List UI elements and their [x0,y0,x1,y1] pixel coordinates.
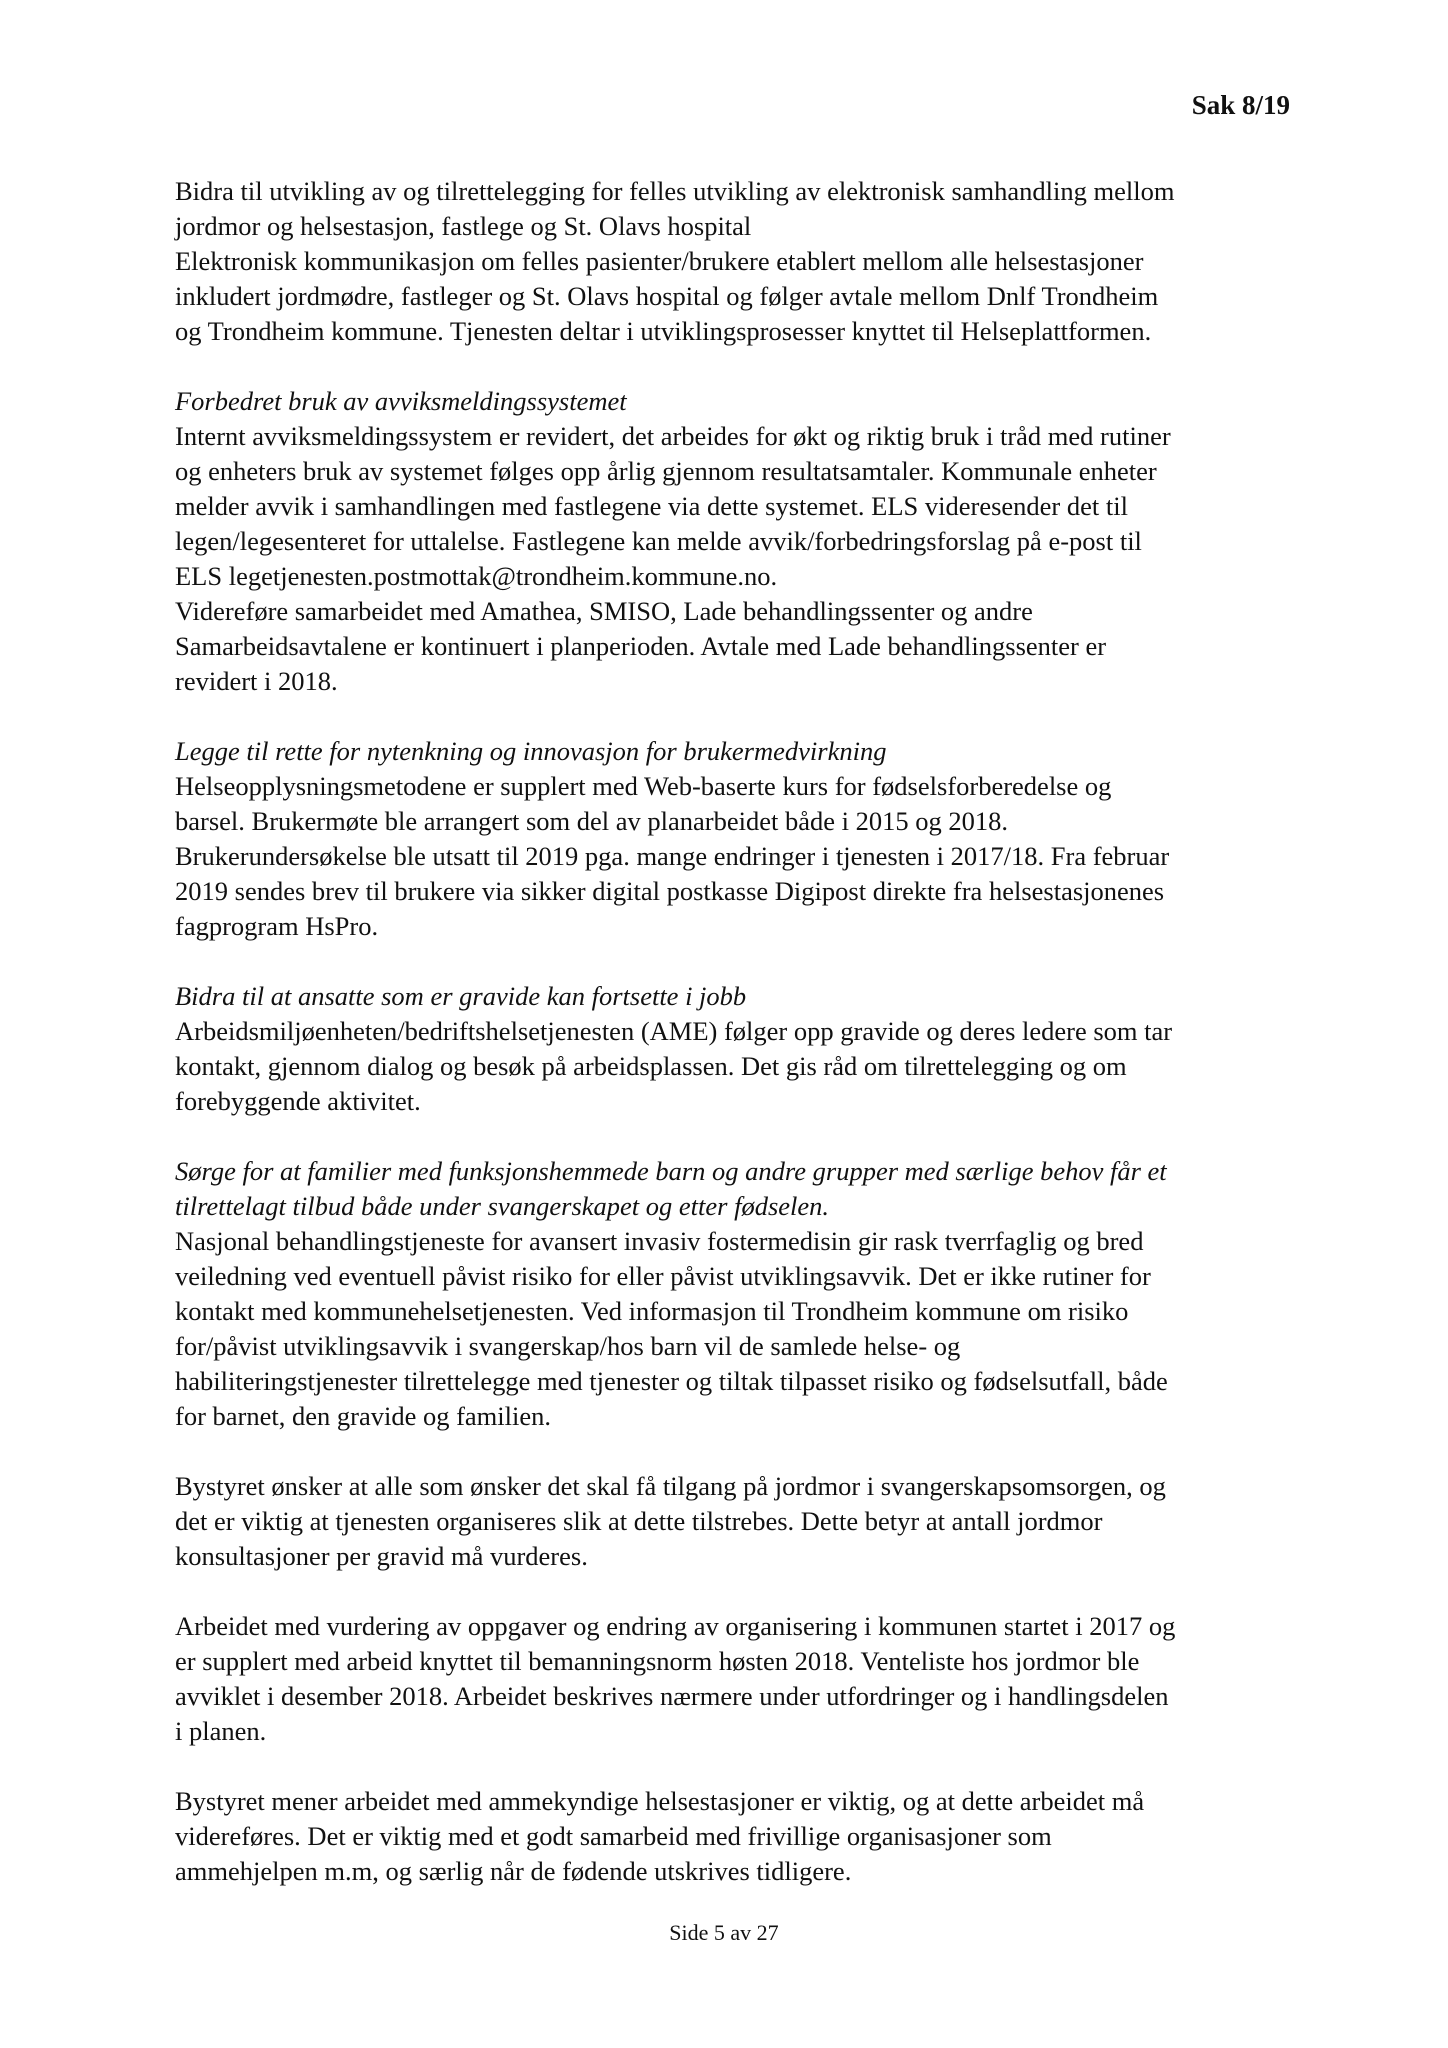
text-line: Helseopplysningsmetodene er supplert med Web-baserte kurs for fødselsforberedelse og [175,771,1112,801]
section-heading: Sørge for at familier med funksjonshemmede barn og andre grupper med særlige behov får et [175,1156,1167,1186]
text-line: legen/legesenteret for uttalelse. Fastlegene kan melde avvik/forbedringsforslag på e-post til [175,526,1142,556]
text-line: Bidra til utvikling av og tilrettelegging for felles utvikling av elektronisk samhandling mellom [175,176,1175,206]
text-line: ammehjelpen m.m, og særlig når de fødende utskrives tidligere. [175,1856,852,1886]
section-pregnant-employees [175,979,1290,1119]
text-line: er supplert med arbeid knyttet til bemanningsnorm høsten 2018. Venteliste hos jordmor ble [175,1646,1140,1676]
case-reference: Sak 8/19 [1191,90,1290,120]
text-line: det er viktig at tjenesten organiseres slik at dette tilstrebes. Dette betyr at antall jordmor [175,1506,1103,1536]
section-user-involvement [175,734,1290,944]
text-line: veiledning ved eventuell påvist risiko for eller påvist utviklingsavvik. Det er ikke rutiner for [175,1261,1151,1291]
text-line: fagprogram HsPro. [175,911,379,941]
text-line: Videreføre samarbeidet med Amathea, SMISO, Lade behandlingssenter og andre [175,596,1033,626]
text-line: melder avvik i samhandlingen med fastlegene via dette systemet. ELS videresender det til [175,491,1128,521]
document-body [175,174,1290,1924]
text-line: for/påvist utviklingsavvik i svangerskap/hos barn vil de samlede helse- og [175,1331,961,1361]
text-line: revidert i 2018. [175,666,338,696]
text-line: og Trondheim kommune. Tjenesten deltar i utviklingsprosesser knyttet til Helseplattformen. [175,316,1152,346]
text-line: kontakt med kommunehelsetjenesten. Ved informasjon til Trondheim kommune om risiko [175,1296,1129,1326]
section-midwife-access [175,1469,1290,1574]
section-families-special-needs [175,1154,1290,1434]
section-heading: Bidra til at ansatte som er gravide kan fortsette i jobb [175,981,747,1011]
text-line: Arbeidet med vurdering av oppgaver og endring av organisering i kommunen startet i 2017 og [175,1611,1176,1641]
text-line: Bystyret mener arbeidet med ammekyndige helsestasjoner er viktig, og at dette arbeidet må [175,1786,1145,1816]
text-line: Brukerundersøkelse ble utsatt til 2019 pga. mange endringer i tjenesten i 2017/18. Fra februar [175,841,1170,871]
text-line: Bystyret ønsker at alle som ønsker det skal få tilgang på jordmor i svangerskapsomsorgen, og [175,1471,1166,1501]
text-line: Nasjonal behandlingstjeneste for avansert invasiv fostermedisin gir rask tverrfaglig og bred [175,1226,1144,1256]
section-heading: tilrettelagt tilbud både under svangerskapet og etter fødselen. [175,1191,830,1221]
text-line: og enheters bruk av systemet følges opp årlig gjennom resultatsamtaler. Kommunale enheter [175,456,1157,486]
section-organisation-work [175,1609,1290,1749]
text-line: jordmor og helsestasjon, fastlege og St. Olavs hospital [175,211,752,241]
section-breastfeeding [175,1784,1290,1889]
text-line: Internt avviksmeldingssystem er revidert, det arbeides for økt og riktig bruk i tråd med rutiner [175,421,1171,451]
section-heading: Legge til rette for nytenkning og innovasjon for brukermedvirkning [175,736,887,766]
text-line: Elektronisk kommunikasjon om felles pasienter/brukere etablert mellom alle helsestasjoner [175,246,1144,276]
section-heading: Forbedret bruk av avviksmeldingssystemet [175,386,627,416]
text-line: forebyggende aktivitet. [175,1086,421,1116]
text-line: ELS legetjenesten.postmottak@trondheim.kommune.no. [175,561,778,591]
text-line: inkludert jordmødre, fastleger og St. Olavs hospital og følger avtale mellom Dnlf Trondheim [175,281,1159,311]
section-deviation-reporting [175,384,1290,699]
text-line: Samarbeidsavtalene er kontinuert i planperioden. Avtale med Lade behandlingssenter er [175,631,1107,661]
text-line: avviklet i desember 2018. Arbeidet beskrives nærmere under utfordringer og i handlingsdelen [175,1681,1169,1711]
text-line: for barnet, den gravide og familien. [175,1401,552,1431]
text-line: habiliteringstjenester tilrettelegge med tjenester og tiltak tilpasset risiko og fødselsutfall, både [175,1366,1168,1396]
text-line: kontakt, gjennom dialog og besøk på arbeidsplassen. Det gis råd om tilrettelegging og om [175,1051,1127,1081]
section-electronic-collaboration [175,174,1290,349]
page-number: Side 5 av 27 [669,1920,779,1945]
text-line: Arbeidsmiljøenheten/bedriftshelsetjenesten (AME) følger opp gravide og deres ledere som tar [175,1016,1173,1046]
text-line: videreføres. Det er viktig med et godt samarbeid med frivillige organisasjoner som [175,1821,1052,1851]
text-line: barsel. Brukermøte ble arrangert som del av planarbeidet både i 2015 og 2018. [175,806,1009,836]
text-line: 2019 sendes brev til brukere via sikker digital postkasse Digipost direkte fra helsestasjonenes [175,876,1165,906]
text-line: konsultasjoner per gravid må vurderes. [175,1541,588,1571]
text-line: i planen. [175,1716,267,1746]
